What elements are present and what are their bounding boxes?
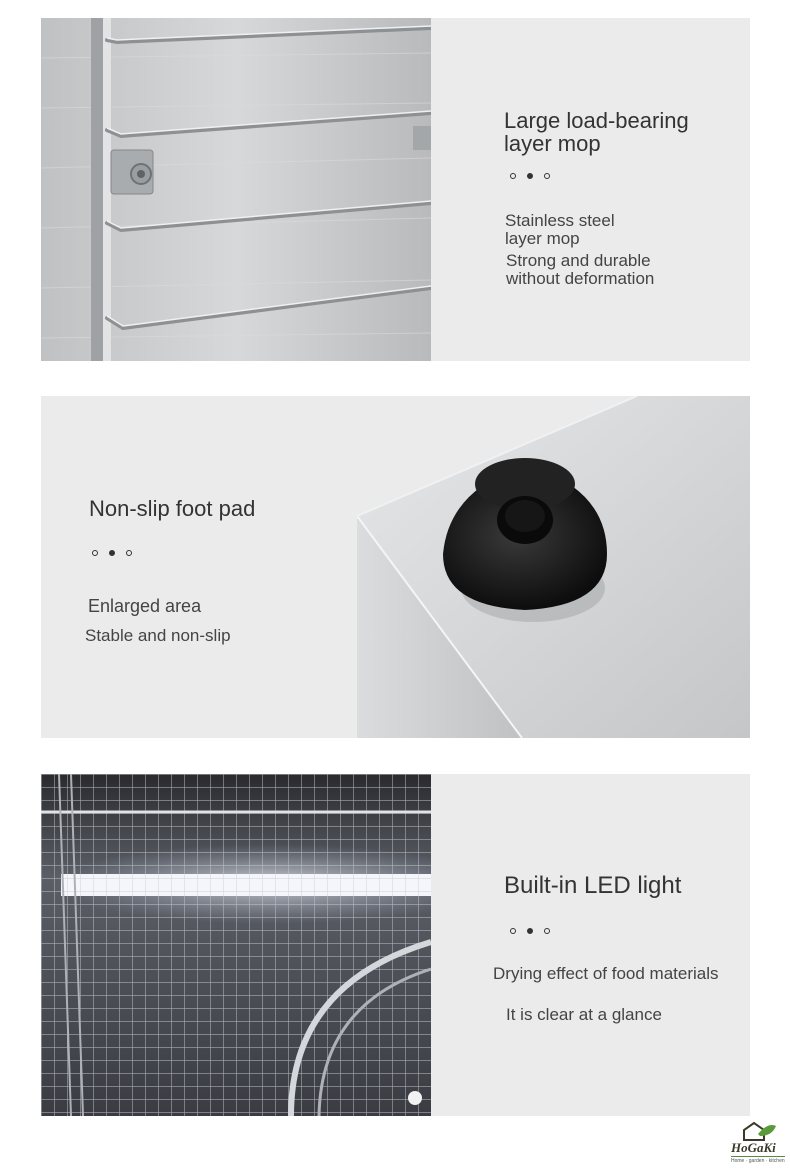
pager-dots xyxy=(510,173,550,179)
foot-pad-photo xyxy=(357,396,750,738)
pager-dot xyxy=(92,550,98,556)
rack-shelves-photo xyxy=(41,18,431,361)
logo-tagline: Home · garden · kitchen xyxy=(731,1158,785,1164)
house-leaf-icon xyxy=(738,1120,778,1142)
section-3-title: Built-in LED light xyxy=(504,872,682,899)
pager-dot xyxy=(510,928,516,934)
pager-dot-active xyxy=(527,173,533,179)
feature-panel-led-light xyxy=(41,774,750,1116)
pager-dot xyxy=(544,173,550,179)
section-3-line-a: Drying effect of food materials xyxy=(493,964,719,983)
section-1-line-b: Strong and durable without deformation xyxy=(506,251,655,288)
pager-dot-active xyxy=(109,550,115,556)
logo-wordmark: HoGaKi xyxy=(731,1140,776,1155)
section-2-line-a: Enlarged area xyxy=(88,596,202,616)
section-2-title: Non-slip foot pad xyxy=(89,496,256,521)
pager-dot-active xyxy=(527,928,533,934)
led-interior-photo xyxy=(41,774,431,1116)
feature-panel-layer-racks xyxy=(41,18,750,361)
pager-dot xyxy=(510,173,516,179)
pager-dots xyxy=(510,928,550,934)
section-2-line-b: Stable and non-slip xyxy=(85,626,231,645)
feature-panel-foot-pad xyxy=(41,396,750,738)
section-3-line-b: It is clear at a glance xyxy=(506,1005,662,1024)
section-1-line-a: Stainless steel layer mop xyxy=(505,211,615,248)
pager-dot xyxy=(544,928,550,934)
pager-dot xyxy=(126,550,132,556)
section-1-title: Large load-bearing layer mop xyxy=(504,108,689,156)
brand-logo xyxy=(728,1120,790,1170)
pager-dots xyxy=(92,550,132,556)
